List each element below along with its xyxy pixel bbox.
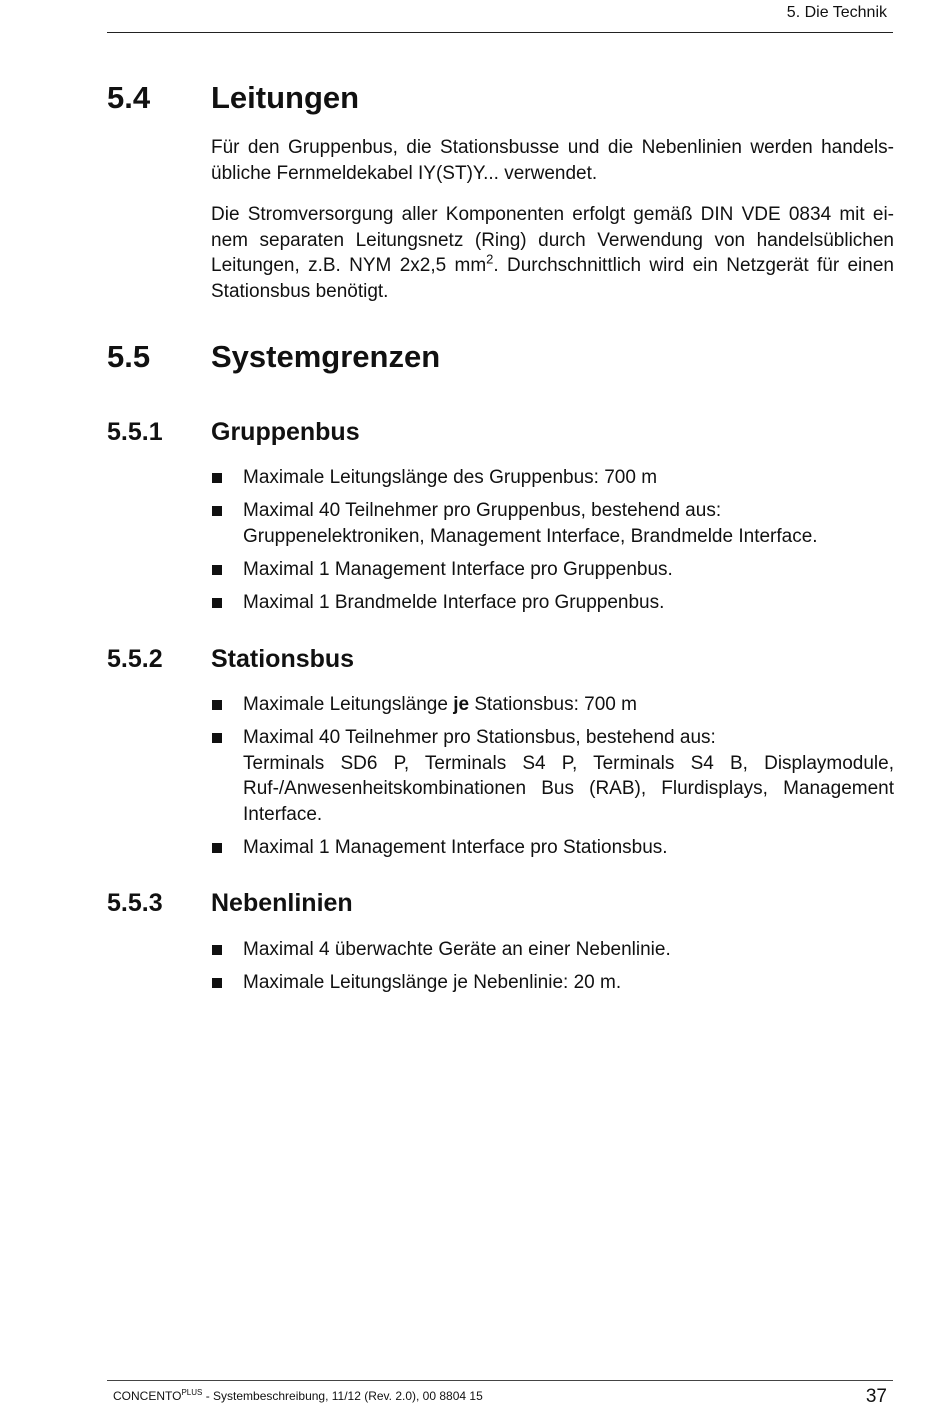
square-bullet-icon xyxy=(212,945,222,955)
list-item xyxy=(211,725,894,827)
text-line: Maximal 40 Teilnehmer pro Stationsbus, bestehend aus: xyxy=(243,727,716,748)
text-line: Maximale Leitungslänge je Nebenlinie: 20 m. xyxy=(243,972,622,993)
text-line: Maximal 1 Management Interface pro Stationsbus. xyxy=(243,837,668,858)
square-bullet-icon xyxy=(212,565,222,575)
subsection-title: Stationsbus xyxy=(211,645,355,673)
list-item xyxy=(211,498,894,549)
square-bullet-icon xyxy=(212,978,222,988)
subsection-number: 5.5.2 xyxy=(107,645,163,673)
text-line: Leitungen, z.B. NYM 2x2,5 $mm^2$. Durchschnittlich wird ein Netzgerät für einen xyxy=(211,251,894,276)
list-item xyxy=(211,692,894,718)
list-item xyxy=(211,937,894,963)
square-bullet-icon xyxy=(212,506,222,516)
text-line: Gruppenelektroniken, Management Interface, Brandmelde Interface. xyxy=(243,525,818,547)
footer-rule xyxy=(107,1380,893,1381)
text-line: Maximale Leitungslänge je Stationsbus: 700 m xyxy=(243,694,637,715)
section-number: 5.4 xyxy=(107,80,151,115)
list-item xyxy=(211,557,894,583)
square-bullet-icon xyxy=(212,598,222,608)
paragraph-leitungen-2 xyxy=(211,202,894,304)
text-line: Maximal 4 überwachte Geräte an einer Nebenlinie. xyxy=(243,939,671,960)
running-header: 5. Die Technik xyxy=(786,4,887,21)
text-line: Maximale Leitungslänge des Gruppenbus: 700 m xyxy=(243,467,658,488)
paragraph-leitungen-1 xyxy=(211,135,894,186)
page-number: 37 xyxy=(865,1386,887,1407)
text-line: Die Stromversorgung aller Komponenten erfolgt gemäß DIN VDE 0834 mit ei- xyxy=(211,204,894,225)
text-line: Terminals SD6 P, Terminals S4 P, Terminals S4 B, Displaymodule, xyxy=(243,752,894,774)
header-rule xyxy=(107,32,893,33)
list-item xyxy=(211,465,894,491)
text-line: nem separaten Leitungsnetz (Ring) durch Verwendung von handelsüblichen xyxy=(211,229,894,251)
square-bullet-icon xyxy=(212,843,222,853)
text-line: Für den Gruppenbus, die Stationsbusse und die Nebenlinien werden handels- xyxy=(211,137,894,158)
square-bullet-icon xyxy=(212,473,222,483)
list-item xyxy=(211,835,894,861)
footer-document-info: $CONCENTO^{PLUS}$ - Systembeschreibung, 11/12 (Rev. 2.0), 00 8804 15 xyxy=(113,1388,483,1403)
list-item xyxy=(211,590,894,616)
section-title: Leitungen xyxy=(211,80,360,115)
section-title: Systemgrenzen xyxy=(211,339,441,374)
text-line: übliche Fernmeldekabel IY(ST)Y... verwendet. xyxy=(211,162,598,184)
text-line: Maximal 1 Management Interface pro Gruppenbus. xyxy=(243,559,673,580)
text-line: Maximal 40 Teilnehmer pro Gruppenbus, bestehend aus: xyxy=(243,500,722,521)
subsection-title: Gruppenbus xyxy=(211,418,360,446)
subsection-number: 5.5.1 xyxy=(107,418,163,446)
section-number: 5.5 xyxy=(107,339,151,374)
text-line: Maximal 1 Brandmelde Interface pro Gruppenbus. xyxy=(243,592,665,613)
subsection-number: 5.5.3 xyxy=(107,889,163,917)
square-bullet-icon xyxy=(212,700,222,710)
list-item xyxy=(211,970,894,996)
square-bullet-icon xyxy=(212,733,222,743)
text-line: Interface. xyxy=(243,803,323,825)
subsection-title: Nebenlinien xyxy=(211,889,353,917)
text-line: Stationsbus benötigt. xyxy=(211,280,389,302)
text-line: Ruf-/Anwesenheitskombinationen Bus (RAB), Flurdisplays, Management xyxy=(243,778,894,799)
